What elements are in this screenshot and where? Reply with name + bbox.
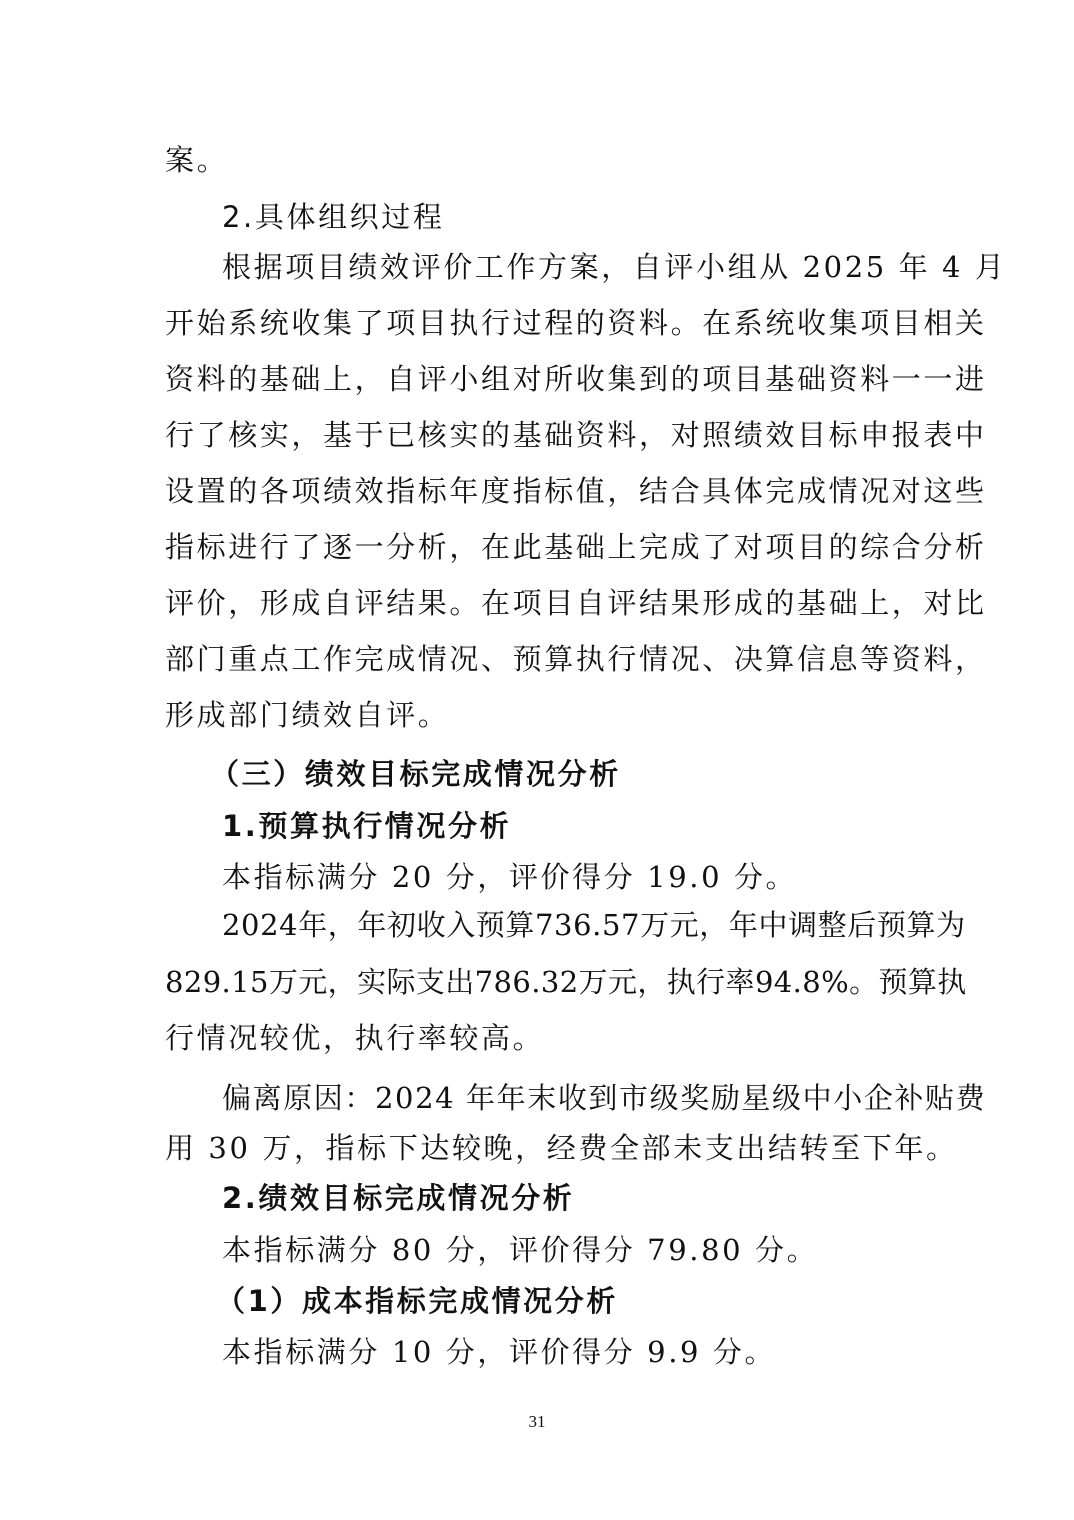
subsection-heading: 2.具体组织过程: [222, 200, 445, 234]
subsection-heading: 2.绩效目标完成情况分析: [222, 1181, 575, 1215]
paragraph-line: 行情况较优，执行率较高。: [165, 1021, 545, 1055]
section-heading: （三）绩效目标完成情况分析: [210, 757, 621, 791]
paragraph-line: 形成部门绩效自评。: [165, 698, 450, 732]
paragraph-line: 指标进行了逐一分析，在此基础上完成了对项目的综合分析: [165, 530, 987, 564]
paragraph-line: 开始系统收集了项目执行过程的资料。在系统收集项目相关: [165, 306, 987, 340]
paragraph-line: 2024年，年初收入预算736.57万元，年中调整后预算为: [222, 908, 966, 942]
paragraph-line: 资料的基础上，自评小组对所收集到的项目基础资料一一进: [165, 362, 987, 396]
paragraph-line: 评价，形成自评结果。在项目自评结果形成的基础上，对比: [165, 586, 987, 620]
paragraph-line: 本指标满分 20 分，评价得分 19.0 分。: [222, 860, 798, 894]
page-number: 31: [528, 1412, 546, 1431]
subsubsection-heading: （1）成本指标完成情况分析: [216, 1284, 618, 1318]
paragraph-line: 案。: [165, 143, 229, 177]
paragraph-line: 设置的各项绩效指标年度指标值，结合具体完成情况对这些: [165, 474, 987, 508]
paragraph-line: 行了核实，基于已核实的基础资料，对照绩效目标申报表中: [165, 418, 987, 452]
paragraph-line: 根据项目绩效评价工作方案，自评小组从 2025 年 4 月: [222, 250, 1007, 284]
paragraph-line: 本指标满分 80 分，评价得分 79.80 分。: [222, 1233, 819, 1267]
paragraph-line: 829.15万元，实际支出786.32万元，执行率94.8%。预算执: [165, 965, 967, 999]
paragraph-line: 用 30 万，指标下达较晚，经费全部未支出结转至下年。: [165, 1131, 958, 1165]
paragraph-line: 部门重点工作完成情况、预算执行情况、决算信息等资料，: [165, 642, 987, 676]
paragraph-line: 偏离原因：2024 年年末收到市级奖励星级中小企补贴费: [222, 1081, 987, 1115]
subsection-heading: 1.预算执行情况分析: [222, 809, 512, 843]
paragraph-line: 本指标满分 10 分，评价得分 9.9 分。: [222, 1335, 777, 1369]
